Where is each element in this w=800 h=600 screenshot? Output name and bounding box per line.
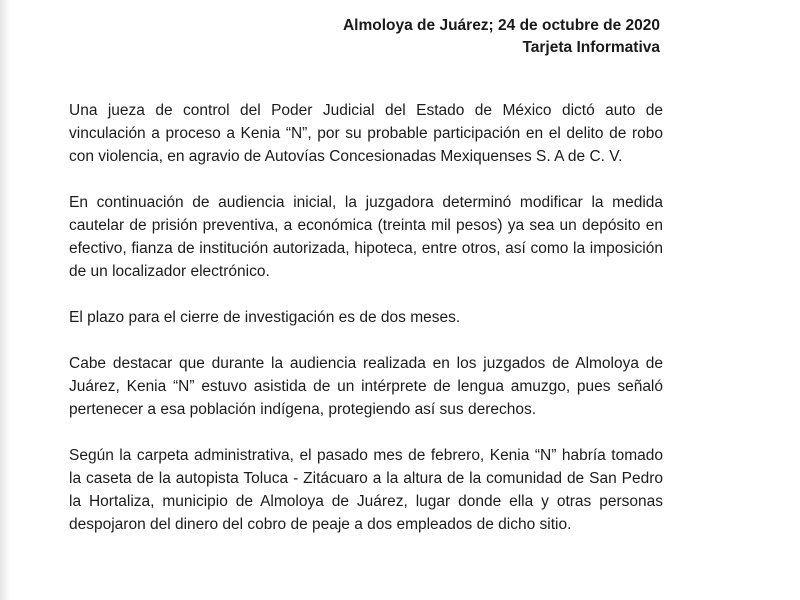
- document-body: [69, 99, 663, 559]
- document-header: [343, 15, 660, 59]
- paragraph: Una jueza de control del Poder Judicial del Estado de México dictó auto de vinculación a proceso a Kenia “N”, por su probable participación en el delito de robo con violencia, en agravio de Autovías Concesionadas Mexiquenses S. A de C. V.: [69, 102, 663, 165]
- paragraph: Cabe destacar que durante la audiencia realizada en los juzgados de Almoloya de Juárez, Kenia “N” estuvo asistida de un intérprete de lengua amuzgo, pues señaló pertenecer a esa población indígena, protegiendo así sus derechos.: [69, 355, 663, 418]
- page-shadow-edge: [0, 0, 10, 600]
- paragraph: En continuación de audiencia inicial, la juzgadora determinó modificar la medida cautelar de prisión preventiva, a económica (treinta mil pesos) ya sea un depósito en efectivo, fianza de institución autorizada, hipoteca, entre otros, así como la imposición de un localizador electrónico.: [69, 194, 663, 280]
- paragraph: El plazo para el cierre de investigación es de dos meses.: [69, 309, 461, 326]
- paragraph: Según la carpeta administrativa, el pasado mes de febrero, Kenia “N” habría tomado la caseta de la autopista Toluca - Zitácuaro a la altura de la comunidad de San Pedro la Hortaliza, municipio de Almoloya de Juárez, lugar donde ella y otras personas despojaron del dinero del cobro de peaje a dos empleados de dicho sitio.: [69, 447, 663, 533]
- location-date: Almoloya de Juárez; 24 de octubre de 2020: [342, 17, 660, 34]
- document-type: Tarjeta Informativa: [522, 39, 660, 56]
